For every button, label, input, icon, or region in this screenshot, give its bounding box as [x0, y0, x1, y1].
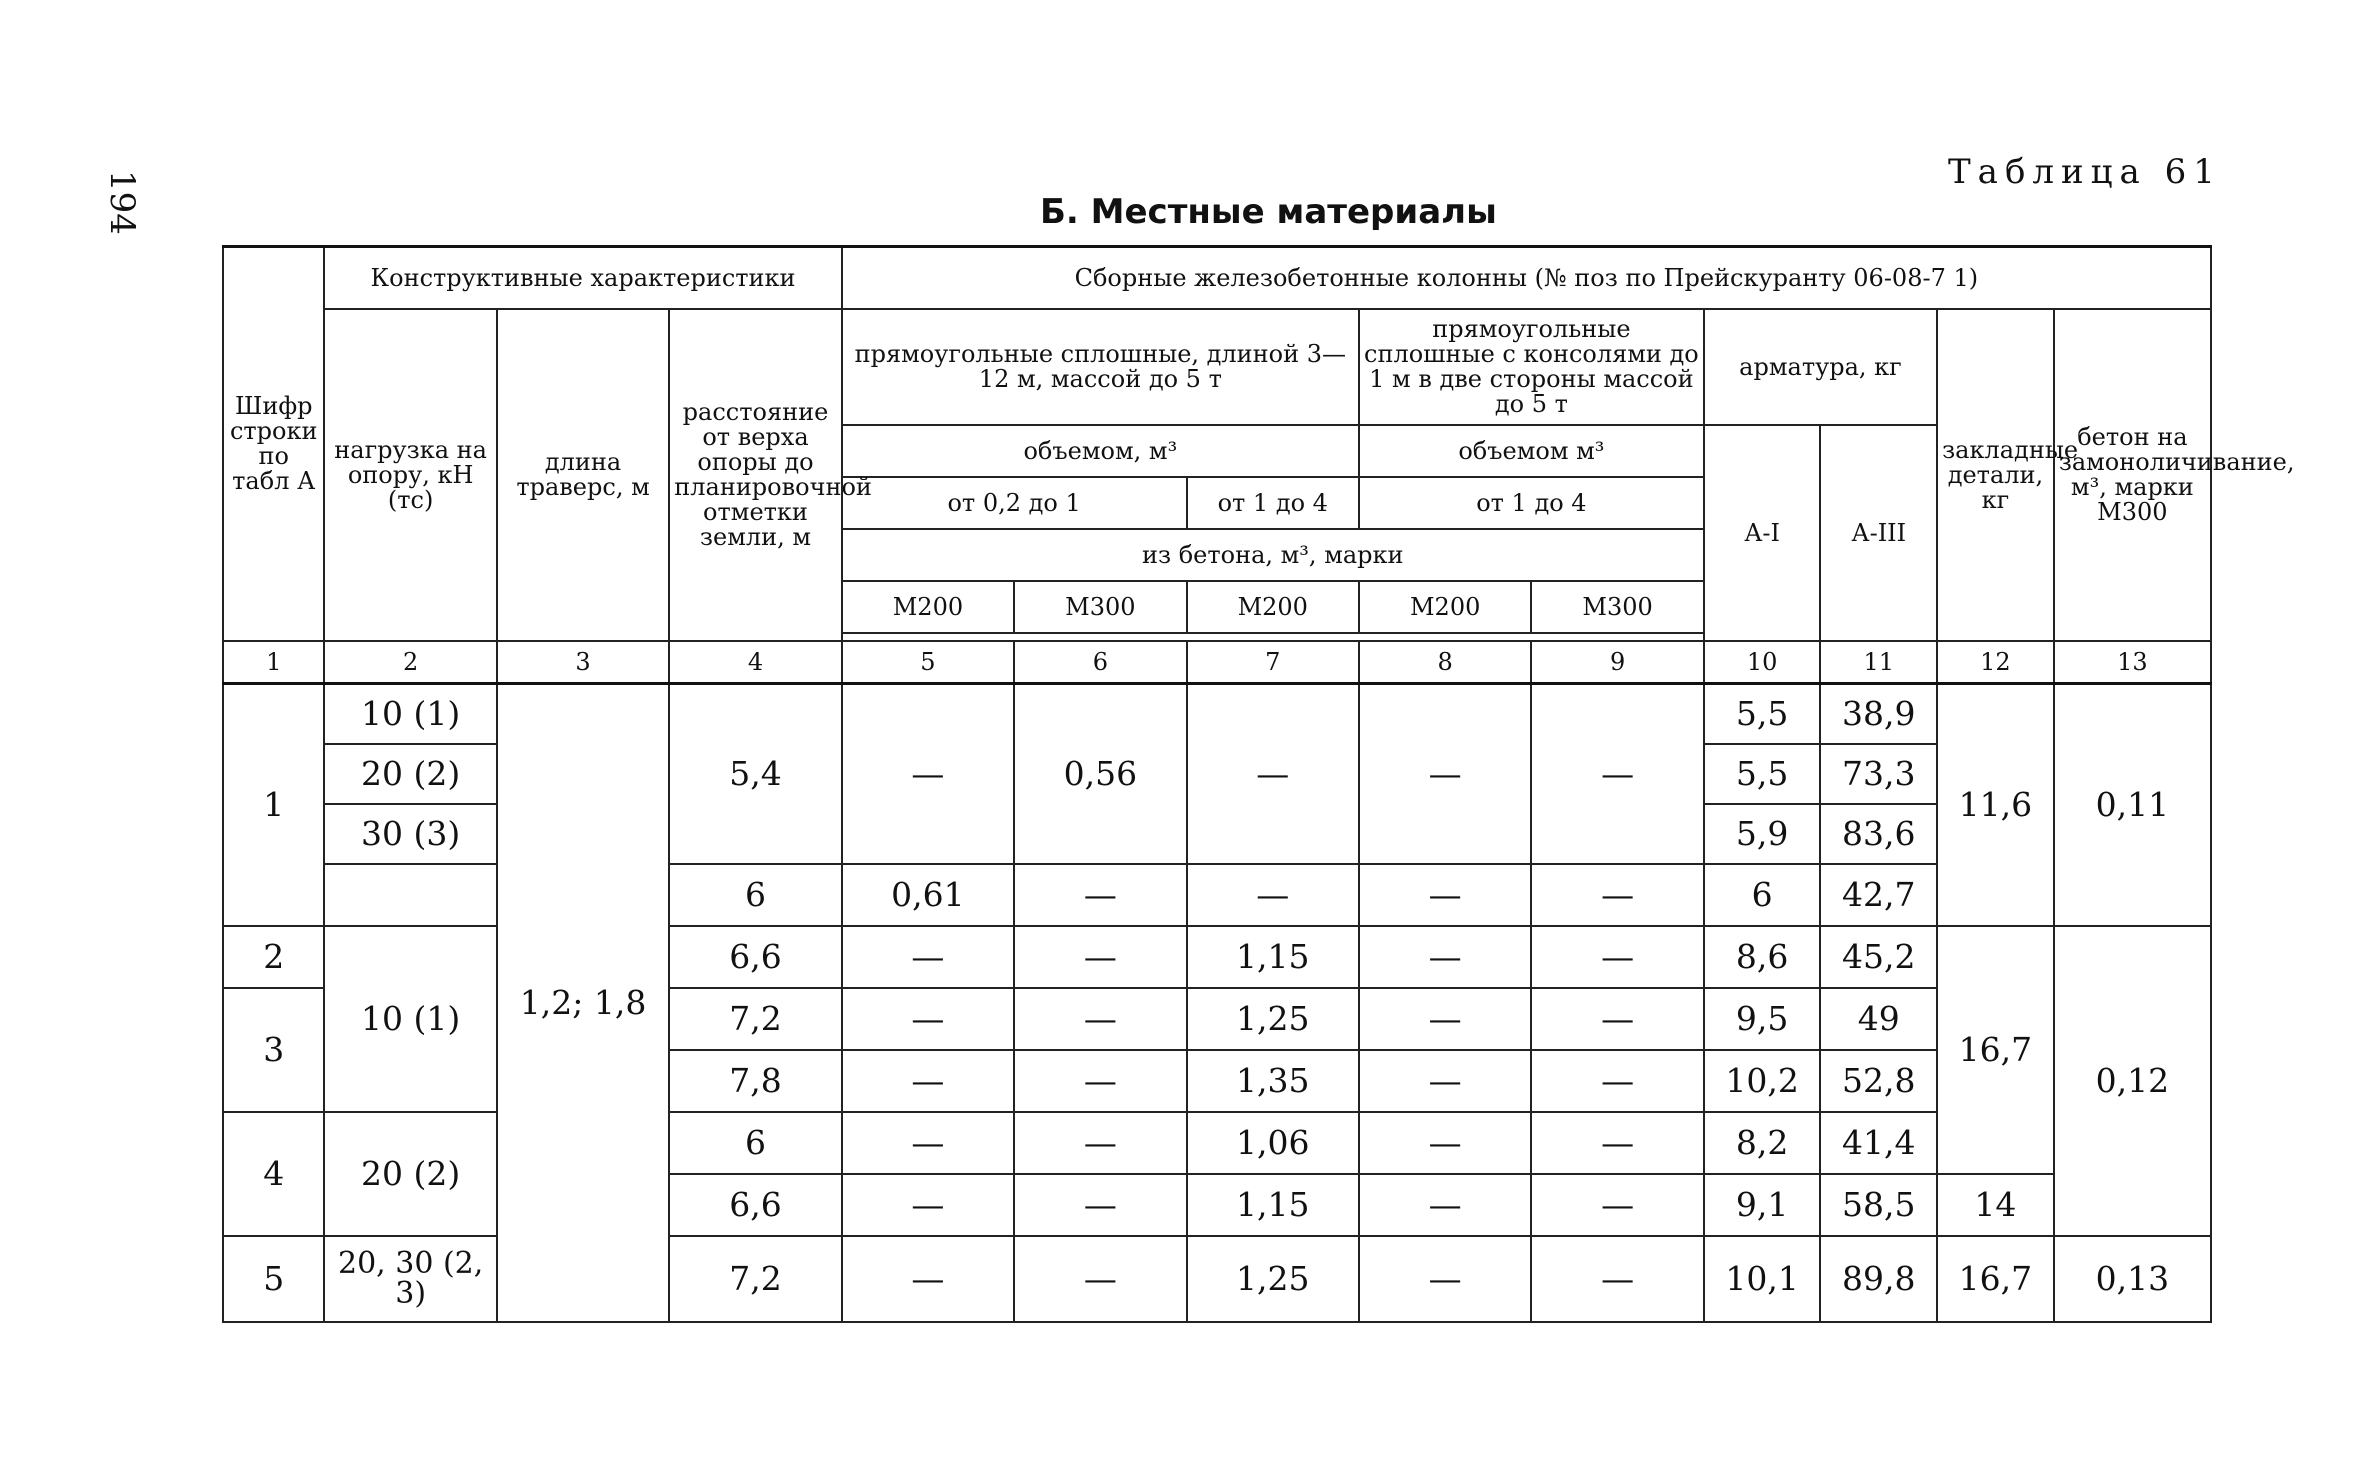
value-cell: — — [1014, 988, 1186, 1050]
value-cell: — — [842, 1236, 1014, 1322]
grout-cell: 0,12 — [2054, 926, 2211, 1236]
value-cell: — — [1531, 684, 1703, 864]
value-cell: 1,15 — [1187, 926, 1359, 988]
load-cell: 10 (1) — [324, 926, 496, 1112]
header-load: нагрузка на опору, кН (тс) — [324, 309, 496, 641]
value-cell: 1,15 — [1187, 1174, 1359, 1236]
header-rebar: арматура, кг — [1704, 309, 1937, 425]
col-number: 8 — [1359, 641, 1531, 684]
grout-cell: 0,11 — [2054, 684, 2211, 926]
value-cell: — — [1531, 926, 1703, 988]
value-cell: — — [1531, 988, 1703, 1050]
value-cell: — — [1359, 684, 1531, 864]
header-volume-a: объемом, м³ — [842, 425, 1359, 477]
distance-cell: 7,8 — [669, 1050, 841, 1112]
header-vol-range-1: от 0,2 до 1 — [842, 477, 1187, 529]
rebar-a3-cell: 73,3 — [1820, 744, 1937, 804]
col-number: 6 — [1014, 641, 1186, 684]
load-cell-empty — [324, 864, 496, 926]
value-cell: 1,06 — [1187, 1112, 1359, 1174]
value-cell: — — [842, 1174, 1014, 1236]
rebar-a3-cell: 89,8 — [1820, 1236, 1937, 1322]
col-number: 4 — [669, 641, 841, 684]
rebar-a1-cell: 5,9 — [1704, 804, 1821, 864]
rebar-a1-cell: 9,1 — [1704, 1174, 1821, 1236]
header-a1: А-I — [1704, 425, 1821, 641]
value-cell: 0,61 — [842, 864, 1014, 926]
col-number: 2 — [324, 641, 496, 684]
load-cell: 20, 30 (2, 3) — [324, 1236, 496, 1322]
value-cell: — — [1531, 1236, 1703, 1322]
col-number: 11 — [1820, 641, 1937, 684]
value-cell: — — [1359, 988, 1531, 1050]
rebar-a3-cell: 38,9 — [1820, 684, 1937, 744]
header-vol-range-2: от 1 до 4 — [1187, 477, 1359, 529]
value-cell: — — [1531, 1050, 1703, 1112]
rebar-a1-cell: 6 — [1704, 864, 1821, 926]
header-m300-a: М300 — [1014, 581, 1186, 633]
value-cell: — — [1014, 864, 1186, 926]
rebar-a3-cell: 42,7 — [1820, 864, 1937, 926]
header-m200-b: М200 — [1187, 581, 1359, 633]
header-m300-b: М300 — [1531, 581, 1703, 633]
value-cell: — — [1014, 1236, 1186, 1322]
rebar-a3-cell: 58,5 — [1820, 1174, 1937, 1236]
value-cell: 1,35 — [1187, 1050, 1359, 1112]
value-cell: — — [1359, 1112, 1531, 1174]
value-cell: — — [1531, 1112, 1703, 1174]
distance-cell: 6 — [669, 1112, 841, 1174]
rebar-a3-cell: 41,4 — [1820, 1112, 1937, 1174]
value-cell: 0,56 — [1014, 684, 1186, 864]
value-cell: — — [1187, 684, 1359, 864]
row-code: 4 — [223, 1112, 324, 1236]
load-cell: 30 (3) — [324, 804, 496, 864]
page-number: 194 — [102, 170, 142, 235]
table-label: Таблица 61 — [1948, 152, 2222, 192]
rebar-a1-cell: 10,1 — [1704, 1236, 1821, 1322]
rebar-a1-cell: 5,5 — [1704, 744, 1821, 804]
col-number: 13 — [2054, 641, 2211, 684]
distance-cell: 7,2 — [669, 1236, 841, 1322]
value-cell: — — [1359, 1174, 1531, 1236]
embedded-cell: 14 — [1937, 1174, 2054, 1236]
value-cell: — — [842, 988, 1014, 1050]
header-columns: Сборные железобетонные колонны (№ поз по Прейскуранту 06-08-7 1) — [842, 247, 2211, 310]
materials-table — [222, 245, 2295, 1323]
header-m200-c: М200 — [1359, 581, 1531, 633]
row-code: 1 — [223, 684, 324, 926]
value-cell: — — [1531, 1174, 1703, 1236]
header-rect-solid: прямоугольные сплошные, длиной 3—12 м, массой до 5 т — [842, 309, 1359, 425]
distance-cell: 6,6 — [669, 926, 841, 988]
table-title: Б. Местные материалы — [1040, 192, 1497, 232]
header-code: Шифр строки по табл А — [223, 247, 324, 642]
header-a3: А-III — [1820, 425, 1937, 641]
value-cell: — — [1014, 1050, 1186, 1112]
rebar-a3-cell: 52,8 — [1820, 1050, 1937, 1112]
row-code: 5 — [223, 1236, 324, 1322]
value-cell: — — [1014, 1174, 1186, 1236]
col-number: 10 — [1704, 641, 1821, 684]
distance-cell: 6,6 — [669, 1174, 841, 1236]
value-cell: — — [1359, 1236, 1531, 1322]
grout-cell: 0,13 — [2054, 1236, 2211, 1322]
value-cell: — — [842, 1112, 1014, 1174]
header-embedded: закладные детали, кг — [1937, 309, 2054, 641]
traverse-cell: 1,2; 1,8 — [497, 684, 669, 1322]
load-cell: 20 (2) — [324, 744, 496, 804]
distance-cell: 7,2 — [669, 988, 841, 1050]
value-cell: — — [1014, 1112, 1186, 1174]
rebar-a1-cell: 8,2 — [1704, 1112, 1821, 1174]
col-number: 5 — [842, 641, 1014, 684]
value-cell: — — [1014, 926, 1186, 988]
rebar-a1-cell: 8,6 — [1704, 926, 1821, 988]
col-number: 9 — [1531, 641, 1703, 684]
rebar-a3-cell: 45,2 — [1820, 926, 1937, 988]
rebar-a1-cell: 10,2 — [1704, 1050, 1821, 1112]
row-code: 2 — [223, 926, 324, 988]
header-grout: бетон на замоноличивание, м³, марки М300 — [2054, 309, 2211, 641]
embedded-cell: 16,7 — [1937, 1236, 2054, 1322]
row-code: 3 — [223, 988, 324, 1112]
col-number: 1 — [223, 641, 324, 684]
distance-cell: 6 — [669, 864, 841, 926]
embedded-cell: 16,7 — [1937, 926, 2054, 1174]
value-cell: — — [1359, 926, 1531, 988]
rebar-a3-cell: 83,6 — [1820, 804, 1937, 864]
value-cell: 1,25 — [1187, 988, 1359, 1050]
load-cell: 20 (2) — [324, 1112, 496, 1236]
header-rect-console: прямоугольные сплошные с консолями до 1 м в две стороны массой до 5 т — [1359, 309, 1704, 425]
value-cell: — — [1187, 864, 1359, 926]
value-cell: — — [1531, 864, 1703, 926]
header-vol-range-3: от 1 до 4 — [1359, 477, 1704, 529]
header-m200-a: М200 — [842, 581, 1014, 633]
rebar-a3-cell: 49 — [1820, 988, 1937, 1050]
value-cell: — — [842, 684, 1014, 864]
col-number: 3 — [497, 641, 669, 684]
header-distance: расстояние от верха опоры до планировочной отметки земли, м — [669, 309, 841, 641]
rebar-a1-cell: 9,5 — [1704, 988, 1821, 1050]
header-design: Конструктивные характеристики — [324, 247, 841, 310]
col-number: 12 — [1937, 641, 2054, 684]
col-number: 7 — [1187, 641, 1359, 684]
header-traverse: длина траверс, м — [497, 309, 669, 641]
value-cell: 1,25 — [1187, 1236, 1359, 1322]
value-cell: — — [842, 926, 1014, 988]
load-cell: 10 (1) — [324, 684, 496, 744]
value-cell: — — [1359, 864, 1531, 926]
value-cell: — — [842, 1050, 1014, 1112]
rebar-a1-cell: 5,5 — [1704, 684, 1821, 744]
header-concrete-grade: из бетона, м³, марки — [842, 529, 1704, 581]
distance-cell: 5,4 — [669, 684, 841, 864]
header-volume-b: объемом м³ — [1359, 425, 1704, 477]
embedded-cell: 11,6 — [1937, 684, 2054, 926]
value-cell: — — [1359, 1050, 1531, 1112]
